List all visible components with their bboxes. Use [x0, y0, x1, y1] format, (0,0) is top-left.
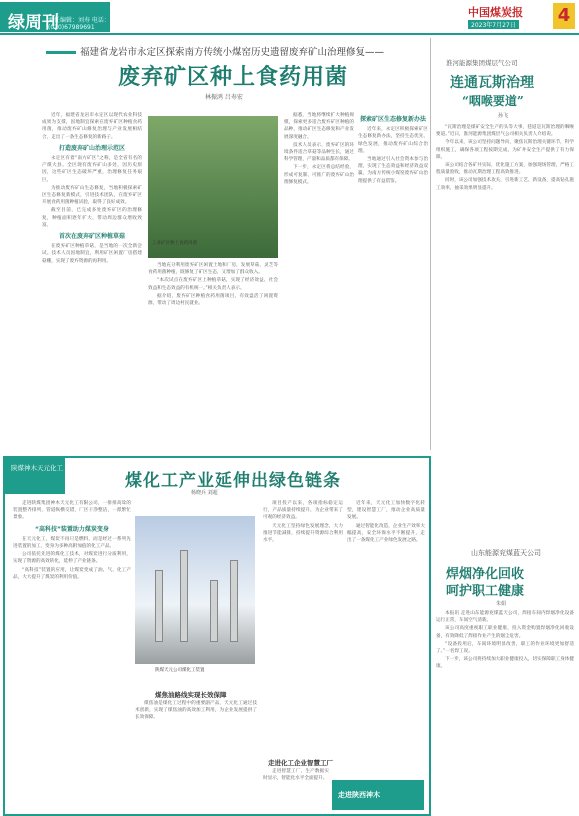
right-bottom-kicker: 山东能源兖煤蓝天公司 [471, 549, 541, 557]
feature-byline: 杨晓兵 刘超 [191, 490, 218, 496]
top-article-col-3: 据悉，当地将继续扩大种植规模，探索更多适合废弃矿区种植的品种，推动矿区生态修复和产业发展深度融合。 技术人员表示，废弃矿区的环境条件适合草菇等品种生长，通过科学管理，产量和品质都有保障。 下一步，永定区将总结经验，形成可复制、可推广的废弃矿山治理修复模式。 [284, 113, 354, 185]
right-top-headline-2: “咽喉要道” [462, 94, 524, 108]
editor-meta: 责任编辑：刘寿 电话：(010)67989691 [48, 17, 110, 31]
right-bottom-headline-1: 焊烟净化回收 [446, 567, 525, 582]
feature-col-5: 近年来，天元化工加快数字化转型，建设智慧工厂，推动企业高质量发展。 通过智能化改造，企业生产效率大幅提高，安全环保水平不断提升，走出了一条煤化工产业绿色发展之路。 [347, 501, 425, 544]
feature-col-3: 项目投产以来，各项指标稳定运行，产品质量持续提升，为企业带来了可观的经济效益。 天元化工坚持绿色发展理念，大力推进节能减排，持续提升资源综合利用水平。 [263, 501, 343, 544]
right-divider [430, 38, 431, 450]
top-article-col-4: 探索矿区生态修复新办法 近年来，永定区积极探索矿区生态修复新办法，坚持生态优先、绿色发展，推动废弃矿山综合治理。 当地通过引入社会资本参与治理，实现了生态效益和经济效益双赢，为南方传统小煤窑废弃矿山治理提供了有益借鉴。 [358, 116, 428, 184]
masthead-rule [0, 33, 579, 35]
right-bottom-body: 本报讯 走进山东能源兖煤蓝天公司，焊接车间内焊烟净化设备运行正常，车间空气清新。 该公司高度重视职工职业健康，投入资金购置焊烟净化回收设备，有效降低了焊接作业产生的烟尘危害。 “设备投用后，车间环境明显改善，职工的作业环境更加舒适了。”一名焊工说。 下一步，该公司将持续加大职业健康投入，切实保障职工身体健康。 [436, 611, 574, 670]
feature-corner [5, 458, 65, 494]
section-banner [0, 2, 110, 32]
top-byline: 林振鸿 吕寿宏 [205, 94, 243, 101]
feature-banner [332, 780, 424, 810]
top-photo [148, 116, 278, 258]
feature-headline: 煤化工产业延伸出绿色链条 [125, 471, 341, 491]
feature-photo-caption: 陕煤天元公司煤化工装置 [155, 668, 205, 673]
feature-subhead-2: 煤焦油路线实现长效保障 [155, 691, 227, 699]
issue-date: 2023年7月27日 [468, 20, 519, 29]
feature-col-1: 走进陕煤集团神木天元化工有限公司，一排排高耸的装置整齐排列，管道纵横交错，厂区干净整洁，一派繁忙景象。 “高科技”装置助力煤炭变身 在天元化工，煤炭不再只是燃料，而是经过一系列先进装置的加工，变身为多种高附加值的化工产品。 公司依托先进的煤化工技术，对煤炭进行分质利用，实现了资源的高效转化，延伸了产业链条。 “高科技”装置的应用，让煤炭变成了油、气、化工产品，大大提升了煤炭的利用价值。 [13, 501, 131, 580]
feature-photo [135, 516, 255, 664]
masthead [0, 0, 579, 34]
top-kicker: 福建省龙岩市永定区探索南方传统小煤窑历史遗留废弃矿山治理修复—— [42, 44, 384, 58]
top-article-col-1: 近年，福建省龙岩市永定区以现代农业科技成果为支撑，因地制宜探索在废弃矿区种植食药用菌，推动废弃矿山修复治理与产业发展相结合，走出了一条生态修复的新路子。 打造废弃矿山治理示范区 永定区有着“南方矿区”之称，是全省有名的产煤大县。全区现有废弃矿山多处，因历史原因，这些矿区生态破坏严重，治理修复任务艰巨。 为推动废弃矿山生态修复，当地积极探索矿区生态修复新模式，引进技术团队，在废弃矿区开展食药用菌种植试验，取得了良好成效。 截至目前，已完成多处废弃矿区的治理修复，种植面积逐年扩大，带动周边群众增收致富。 首次在废弃矿区种植草菇 在废弃矿区种植草菇，是当地的一次全新尝试。技术人员因地制宜，利用矿区闲置厂房搭建菇棚，实现了废弃资源的再利用。 [42, 113, 142, 264]
right-top-body: “瓦斯治理是煤矿安全生产的头等大事，巷道是瓦斯治理的咽喉要道。”近日，淮河能源集团煤层气公司相关负责人介绍说。 今年以来，该公司坚持问题导向，聚焦瓦斯治理关键环节，科学组织施工，确保各项工程按期完成，为矿井安全生产提供了有力保障。 该公司结合各矿井实际，优化施工方案，加强现场管理，严格工程质量验收，推动瓦斯治理工程高效推进。 同时，该公司加强技术攻关，引进新工艺、新设备，提高钻孔施工效率，抽采效果明显提升。 [436, 125, 574, 191]
right-bottom-author: 朱娟 [496, 601, 507, 607]
page-number: 4 [553, 3, 575, 29]
feature-col-4: 走进智慧工厂，生产数据实时显示，智能化水平全面提升。 [263, 769, 329, 782]
feature-subhead-3: 走进化工企业智慧工厂 [268, 759, 333, 767]
paper-name: 中国煤炭报 [468, 6, 523, 19]
top-photo-caption: 工业矿区种上食药用菌 [152, 241, 197, 246]
feature-box [3, 456, 431, 816]
right-bottom-headline-2: 呵护职工健康 [446, 584, 525, 599]
feature-col-2: 煤焦油是煤化工过程中的重要副产品，天元化工通过技术创新，实现了煤焦油的高效加工利用，为企业发展提供了长效保障。 [135, 701, 257, 721]
top-article-col-2: 当地充分利用废弃矿区闲置土地和厂房，发展草菇、灵芝等食药用菌种植，既修复了矿区生态，又增加了群众收入。 “本次试点在废弃矿区上种植草菇，实现了经济效益、社会效益和生态效益的有机统一。”相关负责人表示。 据介绍，废弃矿区种植食药用菌项目，有效盘活了闲置资源，带动了周边村民就业。 [148, 263, 278, 307]
section-title: 绿周刊 [8, 13, 59, 33]
top-headline: 废弃矿区种上食药用菌 [118, 64, 349, 90]
right-top-author: 孙飞 [498, 113, 509, 119]
right-top-kicker: 淮河能源集团煤层气公司 [446, 59, 518, 67]
feature-corner-text: 陕煤神木天元化工 [11, 464, 63, 472]
right-top-headline-1: 连通瓦斯治理 [450, 75, 534, 91]
feature-banner-text: 走进陕西神木 [338, 791, 380, 799]
